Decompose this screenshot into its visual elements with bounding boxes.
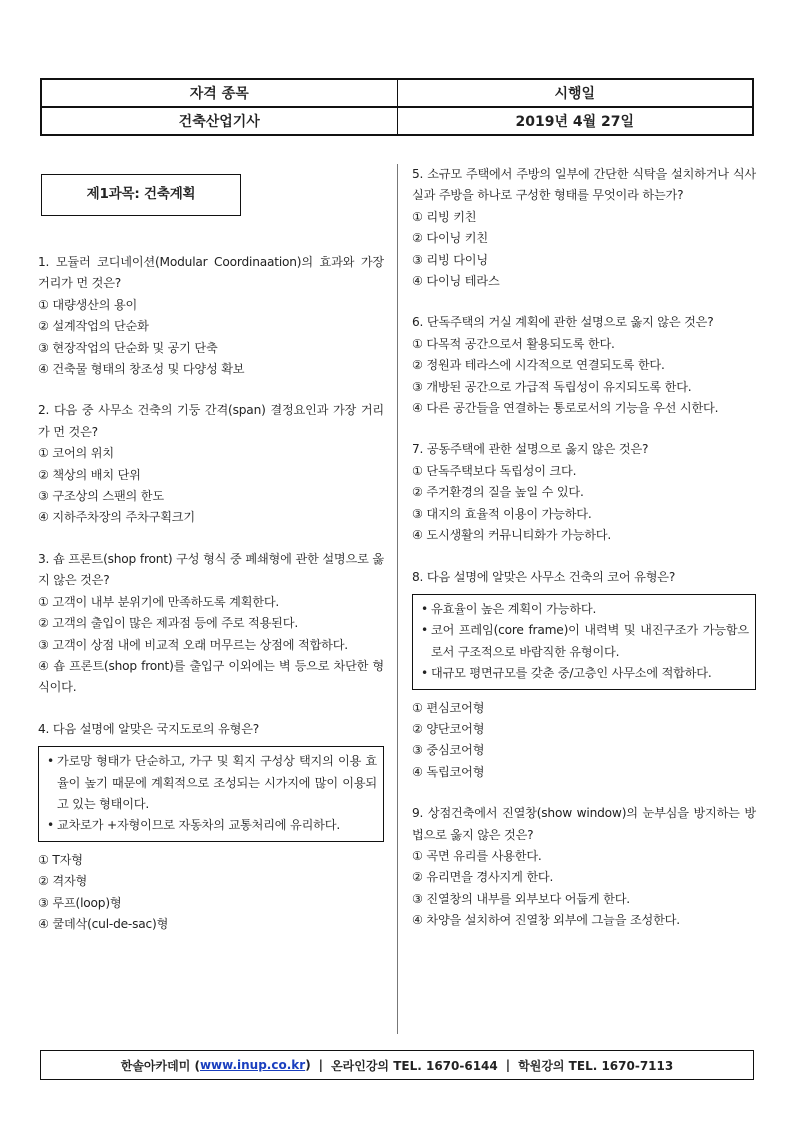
question-1-option-4[interactable]: ④ 건축물 형태의 창조성 및 다양성 확보 (38, 362, 245, 377)
question-6-option-1[interactable]: ① 다목적 공간으로서 활용되도록 한다. (412, 336, 615, 351)
question-9 (412, 803, 756, 931)
question-5 (412, 164, 756, 292)
info-item (421, 620, 749, 663)
page-footer (40, 1050, 754, 1080)
footer-separator: | (505, 1058, 511, 1072)
subject-title: 제1과목: 건축계획 (86, 186, 196, 203)
question-8-option-1[interactable]: ① 편심코어형 (412, 700, 485, 715)
question-7-text: 7. 공동주택에 관한 설명으로 옳지 않은 것은? (412, 442, 649, 457)
footer-separator: | (318, 1058, 324, 1072)
question-7-option-3[interactable]: ③ 대지의 효율적 이용이 가능하다. (412, 506, 592, 521)
question-3-option-1[interactable]: ① 고객이 내부 분위기에 만족하도록 계획한다. (38, 594, 280, 609)
footer-academy: 한솔아카데미 ( (120, 1058, 200, 1073)
question-4-option-1[interactable]: ① T자형 (38, 852, 83, 867)
question-6-option-3[interactable]: ③ 개방된 공간으로 가급적 독립성이 유지되도록 한다. (412, 379, 692, 394)
question-4-option-2[interactable]: ② 격자형 (38, 874, 88, 889)
question-2-option-1[interactable]: ① 코어의 위치 (38, 446, 114, 461)
info-item-text: 가로망 형태가 단순하고, 가구 및 획지 구성상 택지의 이용 효율이 높기 때문에 계획적으로 조성되는 시가지에 많이 이용되고 있는 형태이다. (57, 754, 377, 811)
question-5-text: 5. 소규모 주택에서 주방의 일부에 간단한 식탁을 설치하거나 식사실과 주방을 하나로 구성한 형태를 무엇이라 하는가? (412, 167, 756, 203)
question-7-option-1[interactable]: ① 단독주택보다 독립성이 크다. (412, 463, 577, 478)
question-3-option-3[interactable]: ③ 고객이 상점 내에 비교적 오래 머무르는 상점에 적합하다. (38, 637, 348, 652)
question-5-option-1[interactable]: ① 리빙 키친 (412, 209, 477, 224)
bullet-dot-icon: • (421, 666, 428, 681)
question-7-option-4[interactable]: ④ 도시생활의 커뮤니티화가 가능하다. (412, 528, 612, 543)
question-9-option-4[interactable]: ④ 차양을 설치하여 진열창 외부에 그늘을 조성한다. (412, 913, 680, 928)
footer-academy-end: ) (305, 1058, 311, 1072)
question-1-option-1[interactable]: ① 대량생산의 용이 (38, 297, 138, 312)
column-divider (397, 164, 398, 1034)
question-7 (412, 439, 756, 546)
info-item (47, 815, 377, 836)
question-4-option-3[interactable]: ③ 루프(loop)형 (38, 895, 122, 910)
header-label-subject: 자격 종목 (41, 79, 397, 107)
question-7-option-2[interactable]: ② 주거환경의 질을 높일 수 있다. (412, 485, 584, 500)
footer-offline-phone: 학원강의 TEL. 1670-7113 (518, 1058, 674, 1073)
bullet-dot-icon: • (47, 818, 54, 833)
info-item-text: 코어 프레임(core frame)이 내력벽 및 내진구조가 가능함으로서 구조적으로 바람직한 유형이다. (431, 623, 749, 659)
question-8-option-3[interactable]: ③ 중심코어형 (412, 743, 485, 758)
question-5-option-4[interactable]: ④ 다이닝 테라스 (412, 274, 500, 289)
bullet-dot-icon: • (421, 623, 428, 638)
footer-website-link[interactable]: www.inup.co.kr (199, 1058, 306, 1072)
info-item (421, 663, 749, 684)
info-item-text: 유효율이 높은 계획이 가능하다. (431, 601, 597, 616)
info-item-text: 교차로가 +자형이므로 자동차의 교통처리에 유리하다. (57, 818, 340, 833)
question-9-option-2[interactable]: ② 유리면을 경사지게 한다. (412, 870, 554, 885)
question-4-option-4[interactable]: ④ 쿨데삭(cul-de-sac)형 (38, 916, 169, 931)
exam-header-table (40, 78, 754, 136)
question-1-option-3[interactable]: ③ 현장작업의 단순화 및 공기 단축 (38, 340, 218, 355)
question-3-option-2[interactable]: ② 고객의 출입이 많은 제과점 등에 주로 적용된다. (38, 616, 299, 631)
question-9-text: 9. 상점건축에서 진열창(show window)의 눈부심을 방지하는 방법으로 옳지 않은 것은? (412, 806, 756, 842)
info-item-text: 대규모 평면규모를 갖춘 중/고층인 사무소에 적합하다. (431, 666, 712, 681)
question-1 (38, 252, 384, 380)
question-1-text: 1. 모듈러 코디네이션(Modular Coordinaation)의 효과와 가장 거리가 먼 것은? (38, 255, 384, 291)
question-6 (412, 312, 756, 419)
question-2 (38, 400, 384, 528)
header-value-subject: 건축산업기사 (41, 107, 397, 135)
question-8-option-2[interactable]: ② 양단코어형 (412, 721, 485, 736)
subject-title-box (41, 174, 241, 216)
left-column (38, 164, 384, 955)
question-5-option-2[interactable]: ② 다이닝 키친 (412, 231, 488, 246)
question-2-text: 2. 다음 중 사무소 건축의 기둥 간격(span) 결정요인과 가장 거리가 먼 것은? (38, 403, 384, 439)
question-6-text: 6. 단독주택의 거실 계획에 관한 설명으로 옳지 않은 것은? (412, 315, 714, 330)
question-4-text: 4. 다음 설명에 알맞은 국지도로의 유형은? (38, 721, 260, 736)
question-4-info-box (38, 746, 384, 842)
question-2-option-4[interactable]: ④ 지하주차장의 주차구획크기 (38, 510, 195, 525)
question-8-info-box (412, 594, 756, 690)
info-item (421, 599, 749, 620)
question-9-option-1[interactable]: ① 곡면 유리를 사용한다. (412, 848, 542, 863)
question-9-option-3[interactable]: ③ 진열창의 내부를 외부보다 어둡게 한다. (412, 891, 630, 906)
question-3-text: 3. 숍 프론트(shop front) 구성 형식 중 폐쇄형에 관한 설명으로 옳지 않은 것은? (38, 551, 384, 588)
question-1-option-2[interactable]: ② 설계작업의 단순화 (38, 319, 149, 334)
header-value-date: 2019년 4월 27일 (397, 107, 753, 135)
question-3-option-4[interactable]: ④ 숍 프론트(shop front)를 출입구 이외에는 벽 등으로 차단한 형식이다. (38, 658, 384, 695)
question-8 (412, 567, 756, 784)
question-8-option-4[interactable]: ④ 독립코어형 (412, 764, 485, 779)
footer-online-phone: 온라인강의 TEL. 1670-6144 (331, 1058, 498, 1073)
info-item (47, 751, 377, 815)
right-column (412, 164, 756, 952)
question-2-option-3[interactable]: ③ 구조상의 스팬의 한도 (38, 489, 164, 504)
question-2-option-2[interactable]: ② 책상의 배치 단위 (38, 467, 141, 482)
question-5-option-3[interactable]: ③ 리빙 다이닝 (412, 252, 488, 267)
bullet-dot-icon: • (421, 601, 428, 616)
question-6-option-4[interactable]: ④ 다른 공간들을 연결하는 통로로서의 기능을 우선 시한다. (412, 401, 719, 416)
question-4 (38, 719, 384, 936)
header-label-date: 시행일 (397, 79, 753, 107)
bullet-dot-icon: • (47, 754, 54, 769)
question-6-option-2[interactable]: ② 정원과 테라스에 시각적으로 연결되도록 한다. (412, 358, 665, 373)
question-3 (38, 549, 384, 699)
question-8-text: 8. 다음 설명에 알맞은 사무소 건축의 코어 유형은? (412, 569, 676, 584)
